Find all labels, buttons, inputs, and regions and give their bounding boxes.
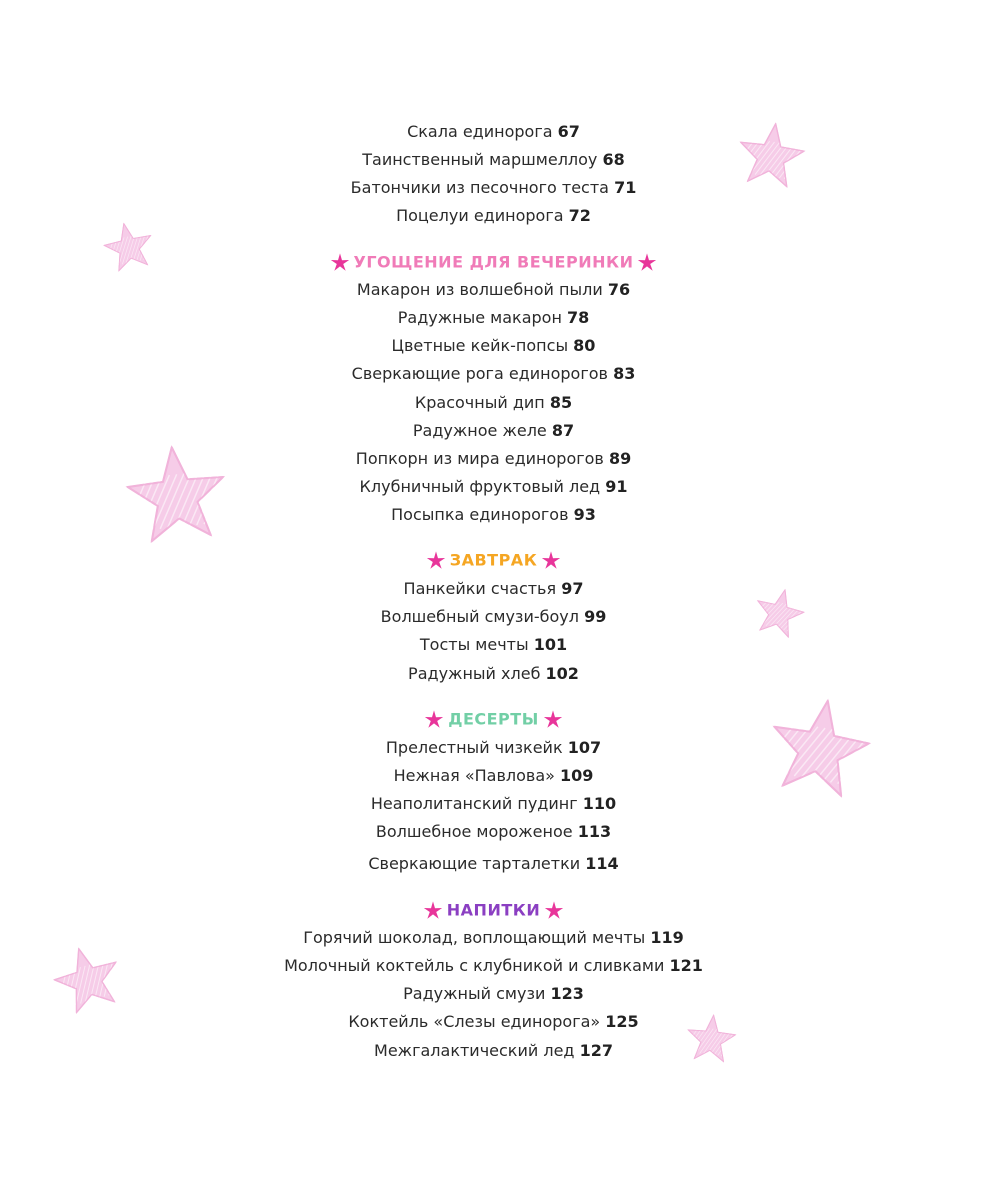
toc-entry-title: Коктейль «Слезы единорога» [348, 1012, 601, 1031]
toc-entry-title: Поцелуи единорога [396, 206, 564, 225]
star-icon [425, 551, 447, 571]
toc-entry[interactable] [0, 664, 987, 684]
toc-entry[interactable] [0, 579, 987, 599]
star-icon [542, 710, 564, 730]
toc-entry-title: Радужный смузи [403, 984, 546, 1003]
toc-entry[interactable] [0, 635, 987, 655]
toc-entry[interactable] [0, 308, 987, 328]
toc-entry-title: Цветные кейк-попсы [391, 336, 569, 355]
toc-entry[interactable] [0, 364, 987, 384]
toc-page-number: 91 [605, 477, 628, 496]
toc-entry-title: Сверкающие тарталетки [368, 854, 581, 873]
toc-page-number: 85 [549, 393, 573, 412]
toc-entry-title: Клубничный фруктовый лед [359, 477, 601, 496]
toc-entry-title: Молочный коктейль с клубникой и сливками [284, 956, 665, 975]
toc-entry-title: Макарон из волшебной пыли [356, 280, 603, 299]
toc-entry[interactable] [0, 854, 987, 874]
toc-page-number: 71 [614, 178, 637, 197]
toc-page-number: 83 [613, 364, 636, 383]
toc-entry-title: Красочный дип [414, 393, 545, 412]
toc-entry-title: Прелестный чизкейк [385, 738, 563, 757]
toc-entry-title: Радужные макарон [397, 308, 562, 327]
section-title: НАПИТКИ [446, 900, 541, 920]
toc-entry[interactable] [0, 984, 987, 1004]
section-heading-party[interactable] [0, 252, 987, 273]
toc-page-number: 87 [551, 421, 575, 440]
star-icon [540, 551, 562, 571]
toc-page-number: 123 [550, 984, 584, 1003]
toc-entry[interactable] [0, 766, 987, 786]
toc-entry-title: Неаполитанский пудинг [370, 794, 578, 813]
toc-page-number: 99 [584, 607, 607, 626]
star-icon [423, 710, 445, 730]
toc-entry[interactable] [0, 449, 987, 469]
toc-entry[interactable] [0, 206, 987, 226]
toc-entry[interactable] [0, 956, 987, 976]
toc-entry-title: Радужное желе [412, 421, 547, 440]
toc-entry[interactable] [0, 822, 987, 842]
toc-entry-title: Радужный хлеб [408, 664, 541, 683]
toc-page-number: 76 [607, 280, 631, 299]
toc-page-number: 127 [579, 1041, 613, 1060]
toc-entry[interactable] [0, 178, 987, 198]
toc-page-number: 121 [669, 956, 703, 975]
toc-page-number: 97 [561, 579, 584, 598]
toc-entry-title: Межгалактический лед [374, 1041, 575, 1060]
toc-page-number: 67 [557, 122, 580, 141]
toc-entry[interactable] [0, 393, 987, 413]
section-title: ЗАВТРАК [449, 550, 538, 570]
toc-entry-title: Сверкающие рога единорогов [351, 364, 608, 383]
toc-entry[interactable] [0, 607, 987, 627]
star-icon [329, 253, 351, 273]
toc-entry-title: Волшебное мороженое [375, 822, 573, 841]
toc-page-number: 89 [608, 449, 632, 468]
toc-entry[interactable] [0, 505, 987, 525]
toc-page-number: 110 [582, 794, 617, 813]
toc-page-number: 68 [602, 150, 625, 169]
toc-page-number: 125 [605, 1012, 639, 1031]
toc-entry-title: Нежная «Павлова» [393, 766, 555, 785]
toc-page-number: 78 [567, 308, 590, 327]
toc-entry[interactable] [0, 336, 987, 356]
toc-page-number: 101 [533, 635, 568, 654]
section-heading-drinks[interactable] [0, 900, 987, 921]
toc-page-number: 102 [545, 664, 579, 683]
toc-entry[interactable] [0, 122, 987, 142]
toc-entry-title: Таинственный маршмеллоу [362, 150, 598, 169]
toc-entry-title: Панкейки счастья [403, 579, 557, 598]
star-icon [636, 253, 658, 273]
section-heading-desserts[interactable] [0, 709, 987, 730]
section-title: УГОЩЕНИЕ ДЛЯ ВЕЧЕРИНКИ [353, 252, 634, 272]
toc-entry-title: Попкорн из мира единорогов [355, 449, 604, 468]
toc-page-number: 107 [567, 738, 602, 757]
toc-entry[interactable] [0, 1012, 987, 1032]
section-title: ДЕСЕРТЫ [448, 709, 539, 729]
toc-entry-title: Горячий шоколад, воплощающий мечты [303, 928, 646, 947]
toc-entry-title: Волшебный смузи-боул [380, 607, 579, 626]
toc-page-number: 109 [560, 766, 594, 785]
toc-entry[interactable] [0, 794, 987, 814]
toc-entry[interactable] [0, 421, 987, 441]
toc-page-number: 114 [585, 854, 619, 873]
toc-page-number: 93 [573, 505, 596, 524]
toc-page-number: 113 [577, 822, 612, 841]
star-icon [543, 901, 565, 921]
toc-page-number: 119 [650, 928, 684, 947]
toc-page-number: 80 [573, 336, 596, 355]
toc-entry[interactable] [0, 928, 987, 948]
toc-page-number: 72 [568, 206, 591, 225]
toc-entry[interactable] [0, 738, 987, 758]
toc-entry[interactable] [0, 1041, 987, 1061]
star-icon [422, 901, 444, 921]
section-heading-breakfast[interactable] [0, 550, 987, 571]
toc-entry-title: Батончики из песочного теста [350, 178, 609, 197]
toc-entry-title: Посыпка единорогов [391, 505, 569, 524]
toc-entry-title: Скала единорога [407, 122, 553, 141]
toc-entry[interactable] [0, 150, 987, 170]
toc-entry-title: Тосты мечты [419, 635, 529, 654]
toc-entry[interactable] [0, 477, 987, 497]
toc-entry[interactable] [0, 280, 987, 300]
